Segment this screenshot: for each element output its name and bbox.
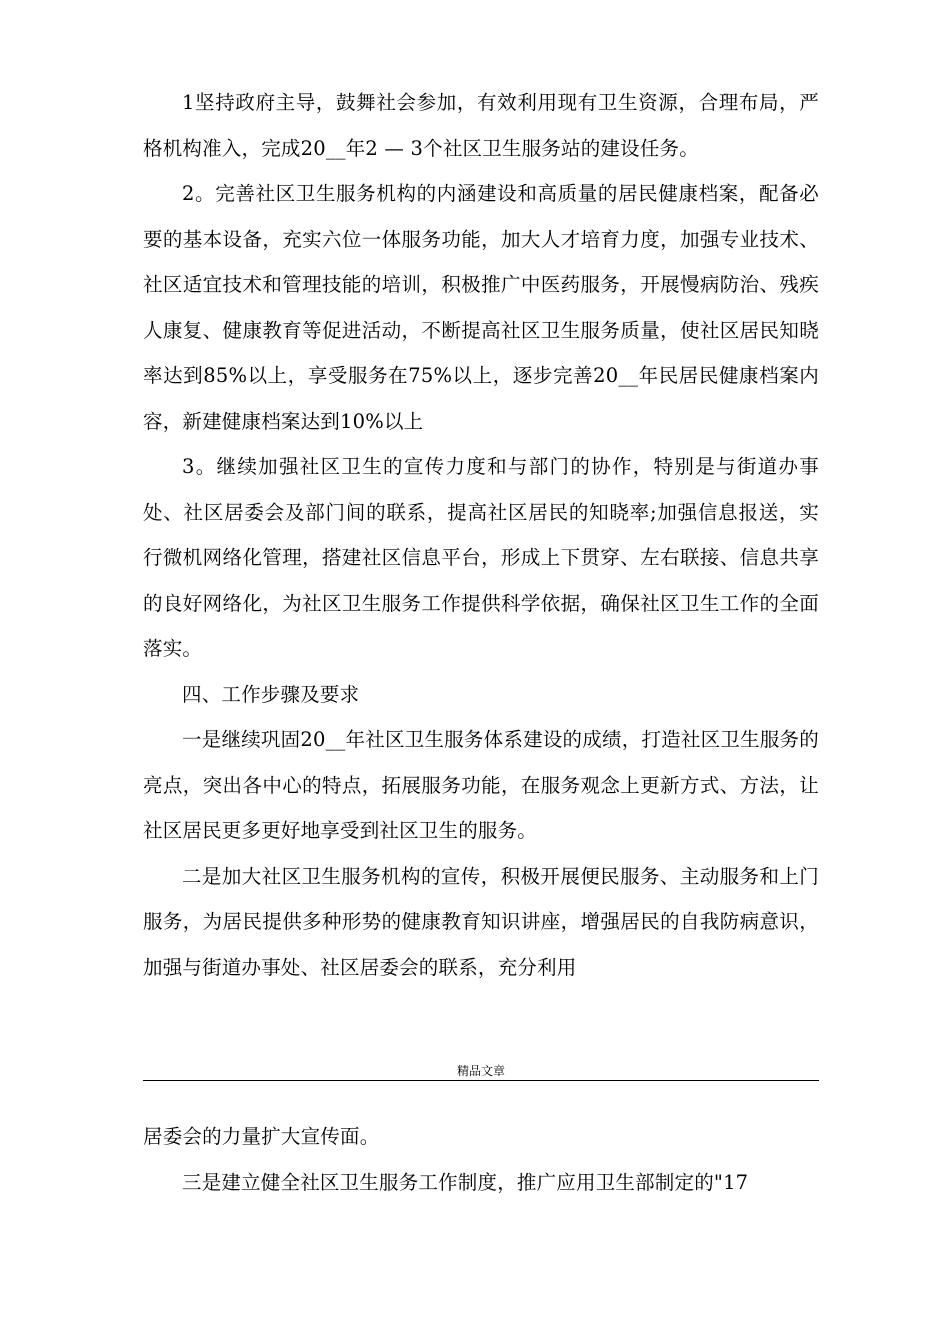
paragraph-step-2-continued: 居委会的力量扩大宣传面。 bbox=[143, 1125, 380, 1148]
paragraph-goal-2: 2。完善社区卫生服务机构的内涵建设和高质量的居民健康档案，配备必要的基本设备，充实六位一体服务功能，加大人才培育力度，加强专业技术、社区适宜技术和管理技能的培训，积极推广中医药服务，开展慢病防治、残疾人康复、健康教育等促进活动，不断提高社区卫生服务质量，使社区居民知晓率达到85%以上，享受服务在75%以上，逐步完善20__年民居民健康档案内容，新建健康档案达到10%以上 bbox=[143, 182, 819, 433]
page-content-top bbox=[143, 80, 819, 990]
paragraph-goal-1: 1坚持政府主导，鼓舞社会参加，有效利用现有卫生资源，合理布局，严格机构准入，完成20__年2 — 3个社区卫生服务站的建设任务。 bbox=[143, 91, 819, 160]
page-content-bottom bbox=[143, 1114, 819, 1205]
paragraph-step-3: 三是建立健全社区卫生服务工作制度，推广应用卫生部制定的"17 bbox=[182, 1170, 749, 1194]
paragraph-goal-3: 3。继续加强社区卫生的宣传力度和与部门的协作，特别是与街道办事处、社区居委会及部门间的联系，提高社区居民的知晓率;加强信息报送，实行微机网络化管理，搭建社区信息平台，形成上下贯穿、左右联接、信息共享的良好网络化，为社区卫生服务工作提供科学依据，确保社区卫生工作的全面落实。 bbox=[143, 455, 819, 660]
section-heading-steps: 四、工作步骤及要求 bbox=[182, 682, 360, 706]
paragraph-step-1: 一是继续巩固20__年社区卫生服务体系建设的成绩，打造社区卫生服务的亮点，突出各中心的特点，拓展服务功能，在服务观念上更新方式、方法，让社区居民更多更好地享受到社区卫生的服务。 bbox=[143, 728, 819, 842]
footer-divider bbox=[143, 1080, 819, 1081]
paragraph-step-2: 二是加大社区卫生服务机构的宣传，积极开展便民服务、主动服务和上门服务，为居民提供多种形势的健康教育知识讲座，增强居民的自我防病意识，加强与街道办事处、社区居委会的联系，充分利用 bbox=[143, 864, 819, 979]
page-footer-label: 精品文章 bbox=[456, 1064, 505, 1078]
